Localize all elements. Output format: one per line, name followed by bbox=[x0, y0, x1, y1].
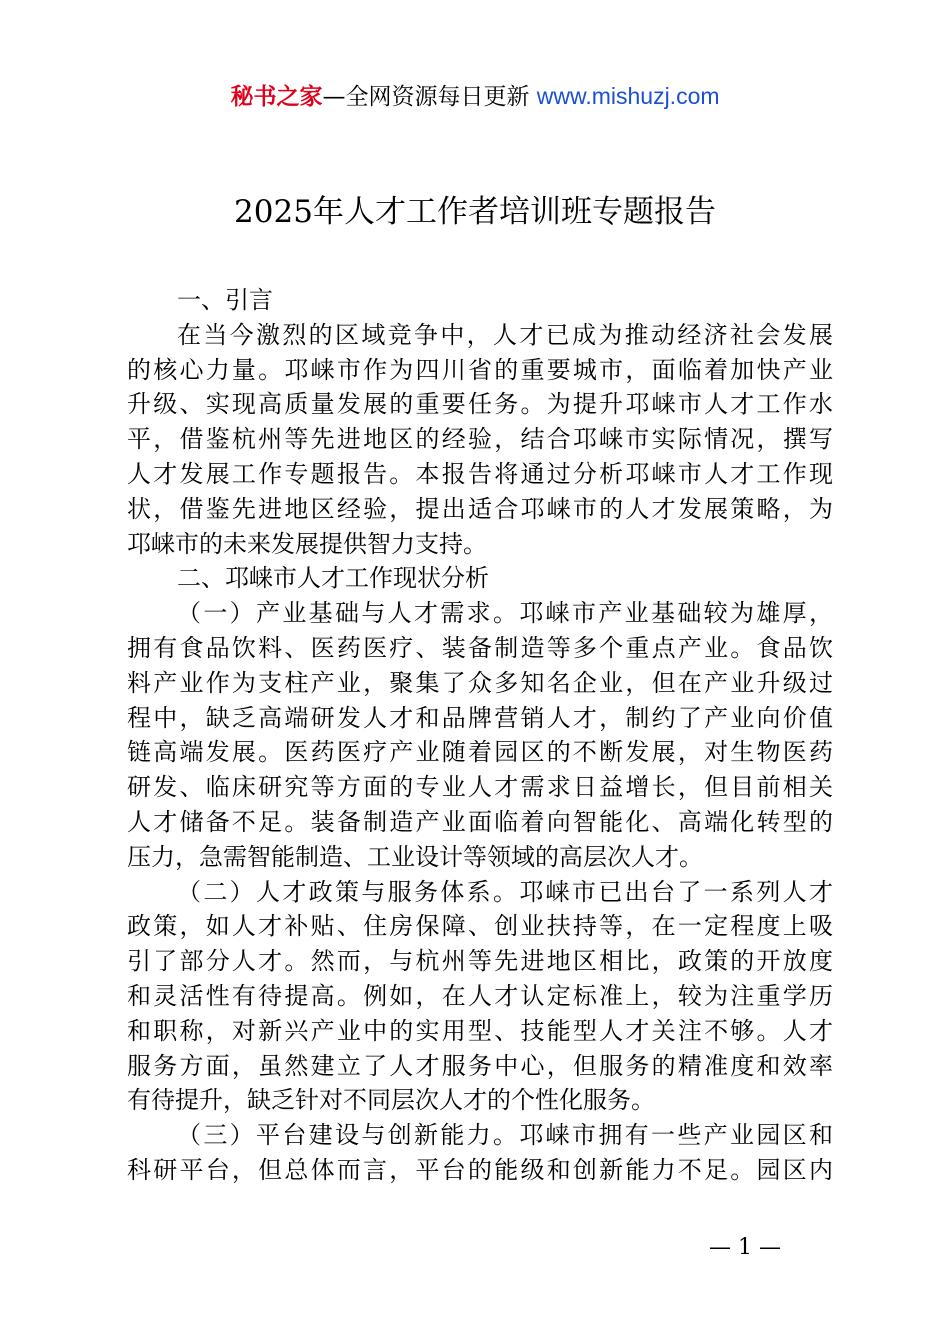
body-line: 在当今激烈的区域竞争中，人才已成为推动经济社会发展 bbox=[177, 320, 833, 349]
body-line: 邛崃市的未来发展提供智力支持。 bbox=[127, 529, 487, 558]
site-banner bbox=[0, 80, 950, 113]
page-number: — 1 — bbox=[709, 1235, 781, 1260]
body-line: （二）人才政策与服务体系。邛崃市已出台了一系列人才 bbox=[177, 877, 833, 906]
site-url-link[interactable]: www.mishuzj.com bbox=[536, 83, 720, 109]
body-line: 拥有食品饮料、医药医疗、装备制造等多个重点产业。食品饮 bbox=[127, 633, 833, 662]
body-line: 人才储备不足。装备制造产业面临着向智能化、高端化转型的 bbox=[127, 807, 833, 836]
body-line: 和职称，对新兴产业中的实用型、技能型人才关注不够。人才 bbox=[127, 1016, 833, 1045]
body-line: 服务方面，虽然建立了人才服务中心，但服务的精准度和效率 bbox=[127, 1051, 833, 1080]
body-line: 的核心力量。邛崃市作为四川省的重要城市，面临着加快产业 bbox=[127, 355, 833, 384]
body-line: 升级、实现高质量发展的重要任务。为提升邛崃市人才工作水 bbox=[127, 390, 833, 419]
body-line: 状，借鉴先进地区经验，提出适合邛崃市的人才发展策略，为 bbox=[127, 494, 833, 523]
body-line: 有待提升，缺乏针对不同层次人才的个性化服务。 bbox=[127, 1086, 655, 1115]
body-line: 人才发展工作专题报告。本报告将通过分析邛崃市人才工作现 bbox=[127, 459, 833, 488]
body-line: 料产业作为支柱产业，聚集了众多知名企业，但在产业升级过 bbox=[127, 668, 833, 697]
body-line: 和灵活性有待提高。例如，在人才认定标准上，较为注重学历 bbox=[127, 981, 833, 1010]
document-body bbox=[127, 283, 833, 1188]
brand-name: 秘书之家 bbox=[230, 84, 323, 110]
document-title: 2025年人才工作者培训班专题报告 bbox=[234, 194, 716, 230]
body-line: 政策，如人才补贴、住房保障、创业扶持等，在一定程度上吸 bbox=[127, 912, 833, 941]
body-line: （三）平台建设与创新能力。邛崃市拥有一些产业园区和 bbox=[177, 1121, 833, 1150]
body-line: 压力，急需智能制造、工业设计等领域的高层次人才。 bbox=[127, 842, 703, 871]
body-line: 科研平台，但总体而言，平台的能级和创新能力不足。园区内 bbox=[127, 1155, 833, 1184]
body-line: 研发、临床研究等方面的专业人才需求日益增长，但目前相关 bbox=[127, 773, 833, 802]
banner-dash: — bbox=[322, 84, 346, 110]
body-line: 平，借鉴杭州等先进地区的经验，结合邛崃市实际情况，撰写 bbox=[127, 425, 833, 454]
body-line: 一、引言 bbox=[177, 286, 273, 314]
body-line: 引了部分人才。然而，与杭州等先进地区相比，政策的开放度 bbox=[127, 947, 833, 976]
body-line: （一）产业基础与人才需求。邛崃市产业基础较为雄厚， bbox=[177, 599, 833, 628]
banner-slogan: 全网资源每日更新 bbox=[345, 84, 530, 110]
body-line: 二、邛崃市人才工作现状分析 bbox=[177, 564, 489, 593]
body-line: 链高端发展。医药医疗产业随着园区的不断发展，对生物医药 bbox=[127, 738, 833, 767]
body-line: 程中，缺乏高端研发人才和品牌营销人才，制约了产业向价值 bbox=[127, 703, 833, 732]
